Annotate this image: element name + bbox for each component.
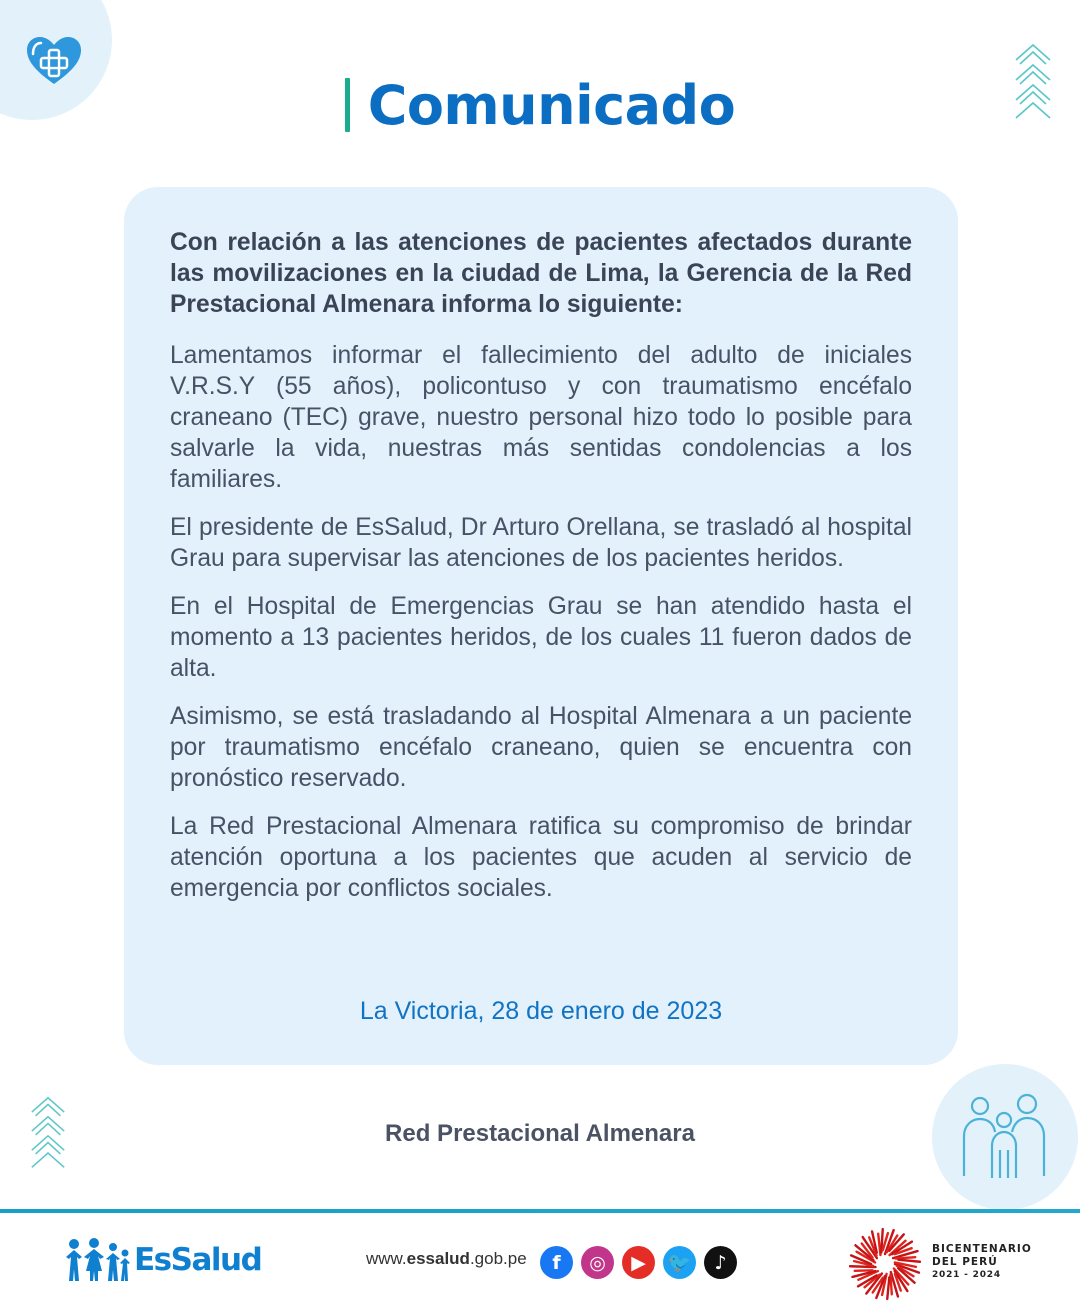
footer [0, 1213, 1080, 1308]
website-link[interactable] [366, 1249, 527, 1269]
page-title: Comunicado [367, 73, 736, 137]
essalud-logo[interactable] [62, 1235, 262, 1285]
body-paragraph: Lamentamos informar el fallecimiento del adulto de iniciales V.R.S.Y (55 años), policontuso y con traumatismo encéfalo craneano (TEC) grave, nuestro personal hizo todo lo posible para salvarle la vida, nuestras más sentidas condolencias a los familiares. [170, 342, 912, 493]
intro-paragraph: Con relación a las atenciones de pacientes afectados durante las movilizaciones en la ciudad de Lima, la Gerencia de la Red Prestacional Almenara informa lo siguiente: [170, 229, 912, 318]
youtube-icon[interactable]: ▶ [622, 1246, 655, 1279]
website-domain: essalud [406, 1249, 470, 1268]
body-paragraph: Asimismo, se está trasladando al Hospital Almenara a un paciente por traumatismo encéfalo craneano, quien se encuentra con pronóstico reservado. [170, 703, 912, 792]
signature: Red Prestacional Almenara [385, 1120, 695, 1147]
bicentenario-text [932, 1243, 1032, 1282]
essalud-logo-text: EsSalud [134, 1242, 262, 1278]
bicentenario-logo [846, 1225, 1046, 1303]
body-paragraph: La Red Prestacional Almenara ratifica su compromiso de brindar atención oportuna a los pacientes que acuden al servicio de emergencia por conflictos sociales. [170, 813, 912, 902]
bicentenario-years: 2021 - 2024 [932, 1270, 1001, 1280]
instagram-icon[interactable]: ◎ [581, 1246, 614, 1279]
tiktok-icon[interactable]: ♪ [704, 1246, 737, 1279]
statement-card [124, 187, 958, 1065]
title-accent-bar [345, 78, 350, 132]
bicentenario-emblem-icon [846, 1225, 924, 1303]
website-prefix: www. [366, 1249, 407, 1268]
facebook-icon[interactable]: f [540, 1246, 573, 1279]
body-paragraph: El presidente de EsSalud, Dr Arturo Orellana, se trasladó al hospital Grau para supervisar las atenciones de los pacientes heridos. [170, 514, 912, 572]
bicentenario-line: DEL PERÚ [932, 1256, 998, 1268]
statement-body [170, 227, 912, 921]
website-suffix: .gob.pe [469, 1249, 527, 1268]
family-figures-icon [62, 1237, 132, 1283]
date-line: La Victoria, 28 de enero de 2023 [359, 997, 723, 1025]
body-paragraph: En el Hospital de Emergencias Grau se han atendido hasta el momento a 13 pacientes heridos, de los cuales 11 fueron dados de alta. [170, 593, 912, 682]
twitter-icon[interactable]: 🐦 [663, 1246, 696, 1279]
social-links [540, 1246, 737, 1279]
bicentenario-line: BICENTENARIO [932, 1243, 1032, 1255]
title-row [0, 70, 1080, 140]
